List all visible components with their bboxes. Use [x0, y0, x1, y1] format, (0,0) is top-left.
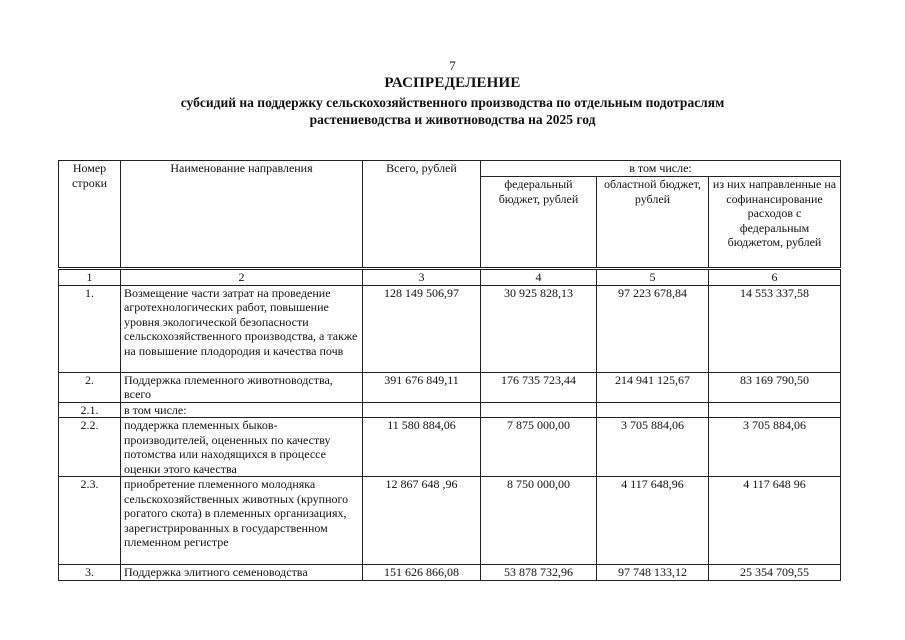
- row-regional: [597, 402, 709, 418]
- row-cofinancing: 83 169 790,50: [709, 372, 841, 402]
- column-number: 1: [59, 269, 121, 286]
- row-federal: 8 750 000,00: [481, 477, 597, 565]
- row-total: 12 867 648 ,96: [363, 477, 481, 565]
- column-number: 4: [481, 269, 597, 286]
- table-row: [59, 418, 841, 477]
- row-name: в том числе:: [121, 402, 363, 418]
- column-number: 6: [709, 269, 841, 286]
- column-number-row: [59, 269, 841, 286]
- row-name: Поддержка элитного семеноводства: [121, 565, 363, 581]
- row-name: приобретение племенного молодняка сельскохозяйственных животных (крупного рогатого скота) в племенных организациях, зарегистрированных в государственном племенном регистре: [121, 477, 363, 565]
- document-subtitle: субсидий на поддержку сельскохозяйственного производства по отдельным подотраслям растениеводства и животноводства на 2025 год: [180, 95, 725, 127]
- row-federal: 176 735 723,44: [481, 372, 597, 402]
- document-title: РАСПРЕДЕЛЕНИЕ: [384, 75, 521, 91]
- row-federal: 30 925 828,13: [481, 285, 597, 372]
- column-number: 2: [121, 269, 363, 286]
- header-including: в том числе:: [481, 161, 841, 177]
- table-row: [59, 477, 841, 565]
- row-number: 2.3.: [59, 477, 121, 565]
- row-name: Поддержка племенного животноводства, всего: [121, 372, 363, 402]
- table-row: [59, 285, 841, 372]
- row-total: 11 580 884,06: [363, 418, 481, 477]
- row-regional: 97 223 678,84: [597, 285, 709, 372]
- row-regional: 97 748 133,12: [597, 565, 709, 581]
- table-row: [59, 372, 841, 402]
- header-row-1: [59, 161, 841, 177]
- table-row: [59, 402, 841, 418]
- row-number: 2.2.: [59, 418, 121, 477]
- column-number: 3: [363, 269, 481, 286]
- row-total: 391 676 849,11: [363, 372, 481, 402]
- table-row: [59, 565, 841, 581]
- row-total: [363, 402, 481, 418]
- row-regional: 4 117 648,96: [597, 477, 709, 565]
- row-cofinancing: 3 705 884,06: [709, 418, 841, 477]
- header-federal: федеральный бюджет, рублей: [481, 177, 597, 269]
- row-number: 2.1.: [59, 402, 121, 418]
- row-federal: [481, 402, 597, 418]
- row-regional: 3 705 884,06: [597, 418, 709, 477]
- row-name: Возмещение части затрат на проведение агротехнологических работ, повышение уровня экологической безопасности сельскохозяйственного производства, а также на повышение плодородия и качества почв: [121, 285, 363, 372]
- distribution-table: [58, 160, 841, 581]
- row-cofinancing: 25 354 709,55: [709, 565, 841, 581]
- header-regional: областной бюджет, рублей: [597, 177, 709, 269]
- header-total: Всего, рублей: [363, 161, 481, 269]
- column-number: 5: [597, 269, 709, 286]
- row-cofinancing: [709, 402, 841, 418]
- page-number: 7: [449, 58, 456, 73]
- row-number: 2.: [59, 372, 121, 402]
- header-name: Наименование направления: [121, 161, 363, 269]
- row-cofinancing: 14 553 337,58: [709, 285, 841, 372]
- row-number: 1.: [59, 285, 121, 372]
- row-total: 128 149 506,97: [363, 285, 481, 372]
- row-cofinancing: 4 117 648 96: [709, 477, 841, 565]
- row-regional: 214 941 125,67: [597, 372, 709, 402]
- row-total: 151 626 866,08: [363, 565, 481, 581]
- header-cofinancing: из них направленные на софинансирование расходов с федеральным бюджетом, рублей: [709, 177, 841, 269]
- row-federal: 53 878 732,96: [481, 565, 597, 581]
- row-name: поддержка племенных быков-производителей, оцененных по качеству потомства или находящихся в процессе оценки этого качества: [121, 418, 363, 477]
- row-number: 3.: [59, 565, 121, 581]
- row-federal: 7 875 000,00: [481, 418, 597, 477]
- header-row-number: Номер строки: [59, 161, 121, 269]
